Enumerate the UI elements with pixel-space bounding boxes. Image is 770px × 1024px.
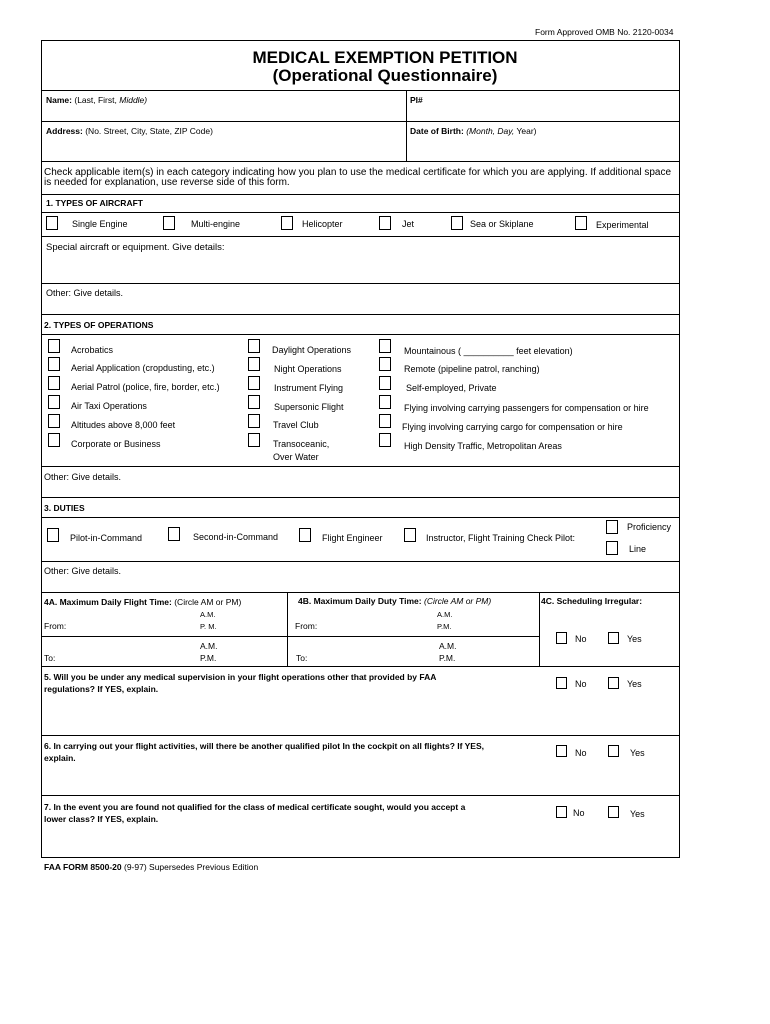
checkbox-q7-no[interactable] bbox=[556, 806, 567, 818]
label-daylight: Daylight Operations bbox=[272, 345, 352, 355]
dob-field-label[interactable] bbox=[410, 126, 536, 137]
duty-to-pm[interactable]: P.M. bbox=[439, 653, 456, 663]
name-hint: (Last, First, bbox=[74, 95, 117, 105]
checkbox-q5-no[interactable] bbox=[556, 677, 567, 689]
rule bbox=[41, 636, 539, 637]
instructions-line-2: is needed for explanation, use reverse side of this form. bbox=[44, 177, 290, 188]
flight-from-pm[interactable]: P. M. bbox=[200, 622, 217, 631]
label-self-employed: Self-employed, Private bbox=[406, 383, 497, 393]
dob-label: Date of Birth: bbox=[410, 126, 464, 136]
label-single-engine: Single Engine bbox=[72, 219, 128, 229]
checkbox-pilot-in-command[interactable] bbox=[47, 528, 59, 542]
label-second-in-command: Second-in-Command bbox=[193, 532, 279, 542]
checkbox-instructor[interactable] bbox=[404, 528, 416, 542]
mountainous-text: Mountainous ( bbox=[404, 346, 462, 356]
checkbox-jet[interactable] bbox=[379, 216, 391, 230]
duty-from-am[interactable]: A.M. bbox=[437, 610, 453, 619]
rule bbox=[41, 592, 680, 593]
checkbox-aerial-patrol[interactable] bbox=[48, 376, 60, 390]
checkbox-scheduling-no[interactable] bbox=[556, 632, 567, 644]
label-q6-no: No bbox=[575, 748, 587, 758]
label-q7-yes: Yes bbox=[630, 809, 645, 819]
duty-from-pm[interactable]: P.M. bbox=[437, 622, 452, 631]
flight-to-am[interactable]: A.M. bbox=[200, 641, 218, 651]
checkbox-proficiency[interactable] bbox=[606, 520, 618, 534]
label-q6-yes: Yes bbox=[630, 748, 645, 758]
rule bbox=[41, 194, 680, 195]
label-q5-yes: Yes bbox=[627, 679, 642, 689]
label-multi-engine: Multi-engine bbox=[191, 219, 241, 229]
flight-to-label: To: bbox=[44, 653, 56, 663]
checkbox-corporate[interactable] bbox=[48, 433, 60, 447]
checkbox-acrobatics[interactable] bbox=[48, 339, 60, 353]
checkbox-single-engine[interactable] bbox=[46, 216, 58, 230]
label-air-taxi: Air Taxi Operations bbox=[71, 401, 147, 411]
rule bbox=[41, 795, 680, 796]
checkbox-cargo-hire[interactable] bbox=[379, 414, 391, 428]
label-line: Line bbox=[629, 544, 647, 554]
address-hint: (No. Street, City, State, ZIP Code) bbox=[85, 126, 213, 136]
elevation-text: feet elevation) bbox=[516, 346, 573, 356]
question-5-line-2: regulations? If YES, explain. bbox=[44, 684, 159, 694]
rule bbox=[41, 212, 680, 213]
checkbox-q6-yes[interactable] bbox=[608, 745, 619, 757]
scheduling-irregular-heading: 4C. Scheduling Irregular: bbox=[541, 596, 643, 606]
flight-to-pm[interactable]: P.M. bbox=[200, 653, 217, 663]
operations-heading: 2. TYPES OF OPERATIONS bbox=[44, 320, 154, 330]
label-transoceanic: Transoceanic, bbox=[273, 439, 330, 449]
checkbox-q6-no[interactable] bbox=[556, 745, 567, 757]
label-q5-no: No bbox=[575, 679, 587, 689]
elevation-blank[interactable]: __________ bbox=[463, 346, 514, 356]
label-scheduling-no: No bbox=[575, 634, 587, 644]
checkbox-mountainous[interactable] bbox=[379, 339, 391, 353]
label-cargo-hire: Flying involving carrying cargo for compensation or hire bbox=[402, 422, 623, 432]
label-travel-club: Travel Club bbox=[273, 420, 319, 430]
rule bbox=[41, 735, 680, 736]
label-supersonic: Supersonic Flight bbox=[274, 402, 344, 412]
label-sea-skiplane: Sea or Skiplane bbox=[470, 219, 534, 229]
form-subtitle: (Operational Questionnaire) bbox=[272, 66, 498, 85]
name-hint-middle: Middle) bbox=[119, 95, 148, 105]
form-edition: (9-97) Supersedes Previous Edition bbox=[124, 862, 259, 872]
form-number: FAA FORM 8500-20 bbox=[44, 862, 122, 872]
rule bbox=[41, 121, 680, 122]
duty-time-heading bbox=[298, 596, 491, 607]
rule bbox=[539, 592, 540, 666]
name-field-label[interactable] bbox=[46, 95, 147, 106]
label-night: Night Operations bbox=[274, 364, 342, 374]
label-aerial-patrol: Aerial Patrol (police, fire, border, etc.) bbox=[71, 382, 220, 392]
operations-other-field[interactable]: Other: Give details. bbox=[44, 472, 122, 482]
flight-time-hint: (Circle AM or PM) bbox=[174, 597, 242, 607]
checkbox-altitudes[interactable] bbox=[48, 414, 60, 428]
aircraft-heading: 1. TYPES OF AIRCRAFT bbox=[46, 198, 143, 208]
rule bbox=[41, 314, 680, 315]
flight-time-heading bbox=[44, 597, 241, 608]
duty-time-hint: (Circle AM or PM) bbox=[423, 596, 492, 606]
checkbox-flight-engineer[interactable] bbox=[299, 528, 311, 542]
rule bbox=[406, 90, 407, 161]
form-title: MEDICAL EXEMPTION PETITION bbox=[252, 48, 518, 67]
form-footer bbox=[44, 862, 258, 873]
special-aircraft-field[interactable]: Special aircraft or equipment. Give details: bbox=[46, 242, 225, 253]
address-label: Address: bbox=[46, 126, 83, 136]
rule bbox=[41, 90, 680, 91]
question-7-line-2: lower class? If YES, explain. bbox=[44, 814, 159, 824]
rule bbox=[41, 517, 680, 518]
address-field-label[interactable] bbox=[46, 126, 213, 137]
checkbox-passengers-hire[interactable] bbox=[379, 395, 391, 409]
label-mountainous bbox=[404, 346, 573, 357]
checkbox-instrument[interactable] bbox=[248, 376, 260, 390]
checkbox-self-employed[interactable] bbox=[379, 376, 391, 390]
label-over-water: Over Water bbox=[273, 452, 319, 462]
flight-from-am[interactable]: A.M. bbox=[200, 610, 216, 619]
rule bbox=[41, 497, 680, 498]
name-label: Name: bbox=[46, 95, 72, 105]
dob-hint-year: Year) bbox=[516, 126, 537, 136]
duties-other-field[interactable]: Other: Give details. bbox=[44, 566, 122, 576]
label-helicopter: Helicopter bbox=[302, 219, 343, 229]
checkbox-air-taxi[interactable] bbox=[48, 395, 60, 409]
question-6-line-2: explain. bbox=[44, 753, 76, 763]
rule bbox=[41, 466, 680, 467]
duties-heading: 3. DUTIES bbox=[44, 503, 85, 513]
label-remote: Remote (pipeline patrol, ranching) bbox=[404, 364, 540, 374]
label-altitudes: Altitudes above 8,000 feet bbox=[71, 420, 176, 430]
checkbox-line[interactable] bbox=[606, 541, 618, 555]
rule bbox=[287, 592, 288, 666]
label-jet: Jet bbox=[402, 219, 415, 229]
label-experimental: Experimental bbox=[596, 220, 649, 230]
flight-time-label: 4A. Maximum Daily Flight Time: bbox=[44, 597, 172, 607]
checkbox-remote[interactable] bbox=[379, 357, 391, 371]
checkbox-multi-engine[interactable] bbox=[163, 216, 175, 230]
rule bbox=[41, 561, 680, 562]
omb-number: Form Approved OMB No. 2120-0034 bbox=[535, 27, 674, 37]
rule bbox=[41, 161, 680, 162]
label-high-density: High Density Traffic, Metropolitan Areas bbox=[404, 441, 562, 451]
label-passengers-hire: Flying involving carrying passengers for compensation or hire bbox=[404, 403, 649, 413]
label-q7-no: No bbox=[573, 808, 585, 818]
checkbox-sea-skiplane[interactable] bbox=[451, 216, 463, 230]
instructions-line-1: Check applicable item(s) in each category indicating how you plan to use the medical certificate for which you are applying. If additional space bbox=[44, 167, 672, 178]
label-aerial-application: Aerial Application (cropdusting, etc.) bbox=[71, 363, 215, 373]
question-7-line-1: 7. In the event you are found not qualified for the class of medical certificate sought, would you accept a bbox=[44, 802, 466, 812]
checkbox-experimental[interactable] bbox=[575, 216, 587, 230]
label-corporate: Corporate or Business bbox=[71, 439, 161, 449]
rule bbox=[41, 334, 680, 335]
duty-time-label: 4B. Maximum Daily Duty Time: bbox=[298, 596, 422, 606]
checkbox-high-density[interactable] bbox=[379, 433, 391, 447]
checkbox-travel-club[interactable] bbox=[248, 414, 260, 428]
label-instrument: Instrument Flying bbox=[274, 383, 344, 393]
checkbox-scheduling-yes[interactable] bbox=[608, 632, 619, 644]
checkbox-helicopter[interactable] bbox=[281, 216, 293, 230]
rule bbox=[41, 666, 680, 667]
checkbox-q7-yes[interactable] bbox=[608, 806, 619, 818]
label-instructor: Instructor, Flight Training Check Pilot: bbox=[426, 533, 576, 543]
pi-field-label[interactable]: PI# bbox=[410, 95, 423, 105]
label-proficiency: Proficiency bbox=[627, 522, 672, 532]
duty-to-am[interactable]: A.M. bbox=[439, 641, 457, 651]
label-pilot-in-command: Pilot-in-Command bbox=[70, 533, 143, 543]
checkbox-second-in-command[interactable] bbox=[168, 527, 180, 541]
question-5-line-1: 5. Will you be under any medical supervision in your flight operations other that provided by FAA bbox=[44, 672, 437, 682]
checkbox-q5-yes[interactable] bbox=[608, 677, 619, 689]
question-6-line-1: 6. In carrying out your flight activities, will there be another qualified pilot In the cockpit on all flights? If YES, bbox=[44, 741, 485, 751]
label-scheduling-yes: Yes bbox=[627, 634, 642, 644]
duty-to-label: To: bbox=[296, 653, 308, 663]
label-flight-engineer: Flight Engineer bbox=[322, 533, 383, 543]
checkbox-aerial-application[interactable] bbox=[48, 357, 60, 371]
checkbox-supersonic[interactable] bbox=[248, 395, 260, 409]
duty-from-label: From: bbox=[295, 621, 318, 631]
label-acrobatics: Acrobatics bbox=[71, 345, 114, 355]
dob-hint: (Month, Day, bbox=[466, 126, 515, 136]
rule bbox=[41, 283, 680, 284]
checkbox-night[interactable] bbox=[248, 357, 260, 371]
flight-from-label: From: bbox=[44, 621, 67, 631]
aircraft-other-field[interactable]: Other: Give details. bbox=[46, 288, 124, 298]
rule bbox=[41, 236, 680, 237]
checkbox-transoceanic[interactable] bbox=[248, 433, 260, 447]
checkbox-daylight[interactable] bbox=[248, 339, 260, 353]
